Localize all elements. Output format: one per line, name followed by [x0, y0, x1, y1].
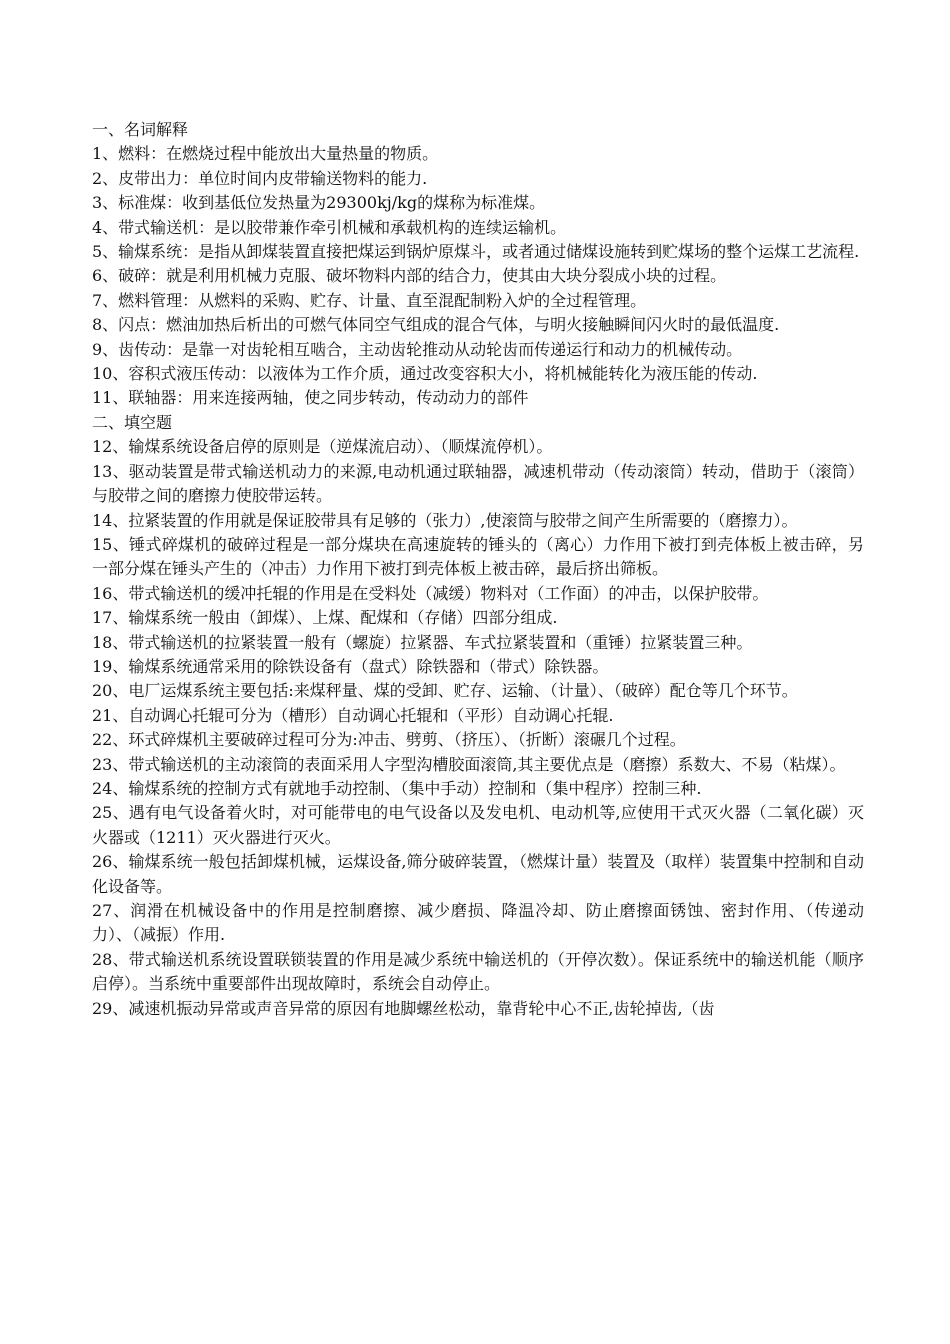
definition-item-10: 10、容积式液压传动：以液体为工作介质，通过改变容积大小，将机械能转化为液压能的传动. — [92, 364, 758, 384]
definition-item-2: 2、皮带出力：单位时间内皮带输送物料的能力. — [92, 168, 428, 188]
definition-item-7: 7、燃料管理：从燃料的采购、贮存、计量、直至混配制粉入炉的全过程管理。 — [92, 290, 647, 310]
definition-item-8: 8、闪点：燃油加热后析出的可燃气体同空气组成的混合气体，与明火接触瞬间闪火时的最低温度. — [92, 315, 780, 335]
fill-in-item-25: 25、遇有电气设备着火时，对可能带电的电气设备以及发电机、电动机等,应使用干式灭火器（二氧化碳）灭火器或（1211）灭火器进行灭火。 — [92, 803, 864, 847]
fill-in-item-17: 17、输煤系统一般由（卸煤）、上煤、配煤和（存储）四部分组成. — [92, 608, 558, 628]
definition-item-1: 1、燃料：在燃烧过程中能放出大量热量的物质。 — [92, 144, 439, 164]
fill-in-item-21: 21、自动调心托辊可分为（槽形）自动调心托辊和（平形）自动调心托辊. — [92, 705, 614, 725]
fill-in-item-19: 19、输煤系统通常采用的除铁设备有（盘式）除铁器和（带式）除铁器。 — [92, 656, 609, 676]
definition-item-9: 9、齿传动：是靠一对齿轮相互啮合，主动齿轮推动从动轮齿而传递运行和动力的机械传动。 — [92, 339, 743, 359]
section-heading-fill-in: 二、填空题 — [92, 412, 173, 432]
fill-in-item-22: 22、环式碎煤机主要破碎过程可分为:冲击、劈剪、（挤压）、（折断）滚碾几个过程。 — [92, 730, 686, 750]
definition-item-11: 11、联轴器：用来连接两轴，使之同步转动，传动动力的部件 — [92, 388, 529, 408]
fill-in-item-27: 27、润滑在机械设备中的作用是控制磨擦、减少磨损、降温冷却、防止磨擦面锈蚀、密封作用、（传递动力）、（减振）作用. — [92, 901, 864, 945]
fill-in-item-16: 16、带式输送机的缓冲托辊的作用是在受料处（减缓）物料对（工作面）的冲击，以保护胶带。 — [92, 583, 769, 603]
fill-in-item-28: 28、带式输送机系统设置联锁装置的作用是减少系统中输送机的（开停次数）。保证系统中的输送机能（顺序启停）。当系统中重要部件出现故障时，系统会自动停止。 — [92, 949, 864, 994]
definition-item-6: 6、破碎：就是利用机械力克服、破坏物料内部的结合力，使其由大块分裂成小块的过程。 — [92, 266, 727, 286]
definition-item-4: 4、带式输送机：是以胶带兼作牵引机械和承载机构的连续运输机。 — [92, 217, 567, 237]
fill-in-item-20: 20、电厂运煤系统主要包括:来煤秤量、煤的受卸、贮存、运输、（计量）、（破碎）配仓等几个环节。 — [92, 681, 798, 701]
fill-in-item-18: 18、带式输送机的拉紧装置一般有（螺旋）拉紧器、车式拉紧装置和（重锤）拉紧装置三种。 — [92, 632, 753, 652]
fill-in-item-23: 23、带式输送机的主动滚筒的表面采用人字型沟槽胶面滚筒,其主要优点是（磨擦）系数大、不易（粘煤）。 — [92, 754, 846, 774]
document-page — [92, 118, 864, 1021]
section-heading-definitions: 一、名词解释 — [92, 120, 189, 139]
fill-in-item-13: 13、驱动装置是带式输送机动力的来源,电动机通过联轴器，减速机带动（传动滚筒）转动，借助于（滚筒）与胶带之间的磨擦力使胶带运转。 — [92, 461, 864, 506]
fill-in-item-29: 29、减速机振动异常或声音异常的原因有地脚螺丝松动，靠背轮中心不正,齿轮掉齿,（齿 — [92, 998, 715, 1018]
definition-item-5: 5、输煤系统：是指从卸煤装置直接把煤运到锅炉原煤斗，或者通过储煤设施转到贮煤场的整个运煤工艺流程. — [92, 242, 860, 262]
fill-in-item-15: 15、锤式碎煤机的破碎过程是一部分煤块在高速旋转的锤头的（离心）力作用下被打到壳体板上被击碎，另一部分煤在锤头产生的（冲击）力作用下被打到壳体板上被击碎，最后挤出筛板。 — [92, 534, 864, 579]
definition-item-3: 3、标准煤：收到基低位发热量为29300kj/kg的煤称为标准煤。 — [92, 193, 546, 213]
fill-in-item-26: 26、输煤系统一般包括卸煤机械，运煤设备,筛分破碎装置，（燃煤计量）装置及（取样）装置集中控制和自动化设备等。 — [92, 852, 864, 896]
fill-in-item-12: 12、输煤系统设备启停的原则是（逆煤流启动）、（顺煤流停机）。 — [92, 437, 553, 457]
fill-in-item-14: 14、拉紧装置的作用就是保证胶带具有足够的（张力）,使滚筒与胶带之间产生所需要的（磨擦力）。 — [92, 510, 798, 530]
fill-in-item-24: 24、输煤系统的控制方式有就地手动控制、（集中手动）控制和（集中程序）控制三种. — [92, 778, 702, 798]
